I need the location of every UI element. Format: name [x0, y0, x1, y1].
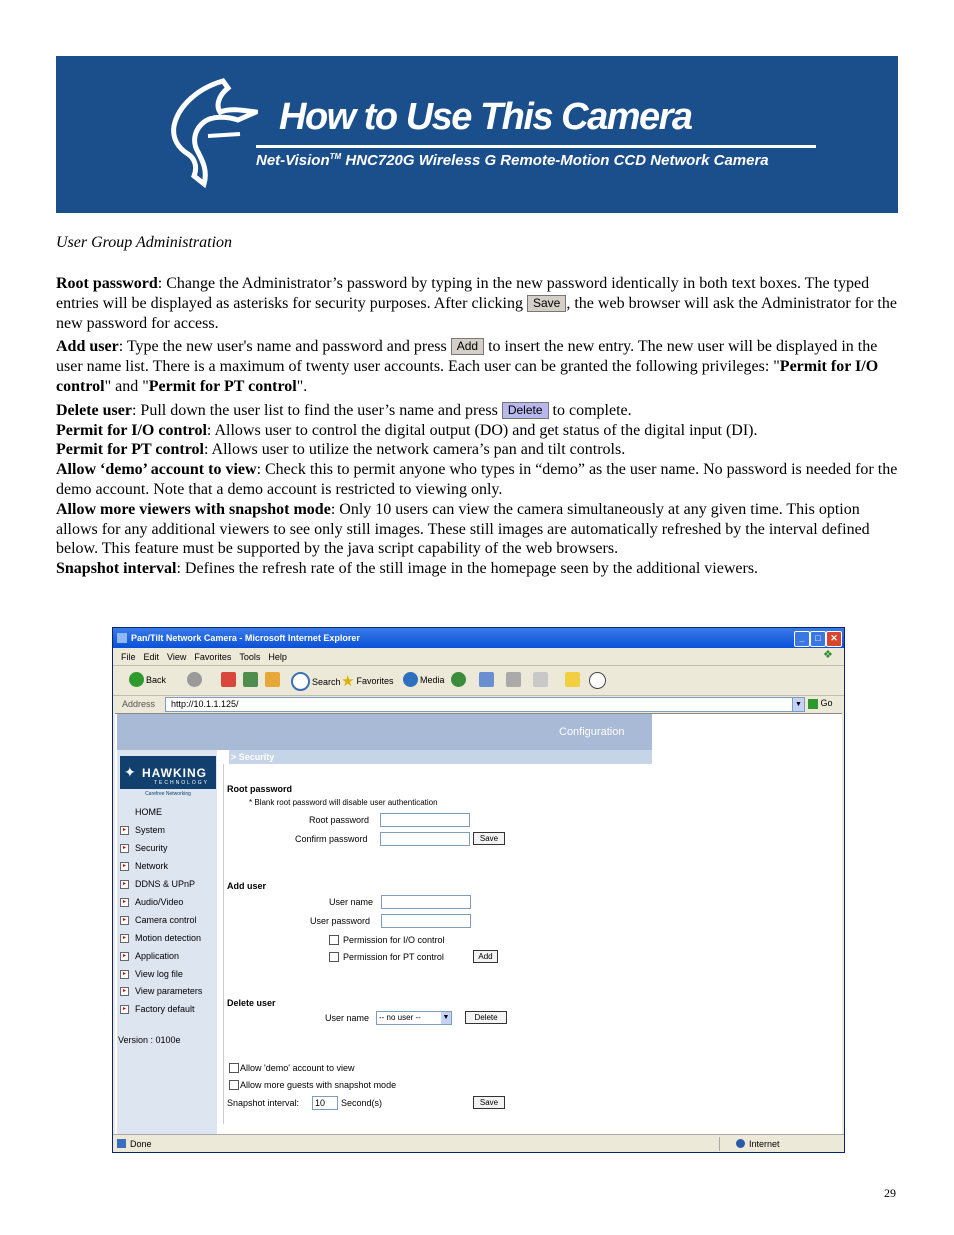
body-text: [56, 274, 901, 579]
allow-demo-checkbox[interactable]: [229, 1063, 239, 1073]
refresh-icon: [243, 672, 258, 687]
perm-pt-checkbox[interactable]: [329, 952, 339, 962]
perm-io-label: Permission for I/O control: [343, 935, 445, 945]
nav-label: System: [135, 825, 166, 835]
snapshot-interval-input[interactable]: [312, 1096, 338, 1110]
home-button[interactable]: [265, 672, 280, 687]
mail-button[interactable]: [479, 672, 494, 687]
content-divider: [223, 764, 224, 1124]
menu-bar: [113, 648, 844, 666]
section-heading: User Group Administration: [56, 234, 233, 251]
messenger-icon: [589, 672, 606, 689]
delete-user-name-label: User name: [325, 1013, 370, 1023]
nav-application[interactable]: [120, 951, 220, 961]
address-url: http://10.1.1.125/: [171, 699, 239, 709]
delete-user-heading: Delete user: [227, 998, 276, 1008]
address-dropdown-icon[interactable]: ▼: [792, 697, 805, 712]
term-root-password: Root password: [56, 275, 158, 292]
term-snapshot-interval: Snapshot interval: [56, 560, 177, 578]
demo-text: : Check this to permit anyone who types in “demo” as the user name. No password is needed for the demo account. Note that a demo account is restricted to viewing only.: [56, 461, 898, 498]
nav-ddns-upnp[interactable]: [120, 879, 220, 889]
snapshot-text: : Only 10 users can view the camera simultaneously at any given time. This option allows for any additional viewers to see only still images. These still images are automatically refreshed by the interval defined below. This feature must be supported by the java script capability of the web browsers.: [56, 500, 870, 558]
search-label: Search: [312, 676, 341, 687]
io-text: : Allows user to control the digital output (DO) and get status of the digital input (DI).: [206, 421, 758, 439]
arrow-icon: ▸: [120, 844, 129, 853]
arrow-icon: ▸: [120, 916, 129, 925]
history-button[interactable]: [451, 672, 466, 687]
configuration-title: Configuration: [559, 726, 625, 738]
snapshot-save-button[interactable]: Save: [473, 1096, 505, 1109]
add-user-button[interactable]: Add: [473, 950, 498, 963]
favorites-button[interactable]: [341, 672, 393, 690]
internet-globe-icon: [736, 1139, 745, 1148]
term-demo-account: Allow ‘demo’ account to view: [56, 461, 257, 479]
term-snapshot-mode: Allow more viewers with snapshot mode: [56, 500, 331, 518]
maximize-icon[interactable]: □: [810, 631, 826, 647]
history-icon: [451, 672, 466, 687]
nav-label: View parameters: [135, 986, 203, 996]
add-text-mid: " and ": [104, 377, 149, 395]
root-text-1: : Change the Administrator’s password by typing in the new password identically in both text boxes. The typed entries will be displayed as asterisks for security purposes. After clicking: [56, 275, 870, 312]
arrow-icon: ▸: [120, 952, 129, 961]
arrow-icon: ▸: [120, 1005, 129, 1014]
inline-save-button: Save: [527, 295, 566, 312]
root-password-input[interactable]: [380, 813, 470, 827]
root-password-heading: Root password: [227, 784, 293, 794]
status-done: Done: [130, 1139, 152, 1149]
home-icon: [265, 672, 280, 687]
delete-user-button[interactable]: Delete: [465, 1011, 507, 1024]
nav-label: Application: [135, 951, 180, 961]
banner-title: How to Use This Camera: [279, 96, 692, 138]
user-password-input[interactable]: [381, 914, 471, 928]
add-text-1: : Type the new user's name and password and press: [118, 338, 451, 356]
snapshot-unit-label: Second(s): [341, 1098, 383, 1108]
configuration-header: [117, 714, 652, 750]
term-io-control: Permit for I/O control: [56, 421, 207, 439]
paragraph-pt-control: [56, 440, 901, 460]
delete-user-select[interactable]: [376, 1011, 452, 1025]
perm-io-checkbox[interactable]: [329, 935, 339, 945]
paragraph-delete-user: [56, 401, 901, 421]
paragraph-snapshot-interval: [56, 559, 901, 579]
menu-help[interactable]: Help: [268, 652, 287, 662]
snapshot-interval-value: 10: [315, 1098, 326, 1108]
edit-button[interactable]: [533, 672, 548, 687]
address-label: Address: [122, 699, 156, 709]
media-icon: [403, 672, 418, 687]
root-text-2: , the web browser will ask the Administrator for the new password for access.: [56, 294, 897, 332]
favorites-label: Favorites: [356, 676, 394, 686]
header-banner: [56, 56, 898, 213]
status-bar: [113, 1134, 844, 1153]
print-button[interactable]: [506, 672, 521, 687]
window-title: Pan/Tilt Network Camera - Microsoft Internet Explorer: [131, 633, 360, 643]
star-icon: ★: [341, 673, 355, 690]
print-icon: [506, 672, 521, 687]
forward-arrow-icon: [187, 672, 202, 687]
address-input[interactable]: [165, 697, 805, 712]
add-user-heading: Add user: [227, 881, 267, 891]
inline-add-button: Add: [451, 338, 484, 355]
paragraph-add-user: [56, 337, 901, 396]
user-name-label: User name: [329, 897, 374, 907]
edit-icon: [533, 672, 548, 687]
mail-icon: [479, 672, 494, 687]
folder-button[interactable]: [565, 672, 580, 687]
root-password-label: Root password: [309, 815, 370, 825]
arrow-icon: ▸: [120, 826, 129, 835]
arrow-icon: ▸: [120, 862, 129, 871]
refresh-button[interactable]: [243, 672, 258, 687]
media-button[interactable]: [403, 672, 445, 687]
nav-label: View log file: [135, 969, 183, 979]
brand-tagline: Carefree Networking: [120, 789, 216, 800]
arrow-icon: ▸: [120, 970, 129, 979]
nav-camera-control[interactable]: [120, 915, 220, 925]
stop-button[interactable]: [221, 672, 236, 687]
confirm-password-label: Confirm password: [295, 834, 368, 844]
pt-text: : Allows user to utilize the network camera’s pan and tilt controls.: [203, 441, 626, 459]
term-add-user: Add user: [56, 338, 119, 356]
nav-label: Audio/Video: [135, 897, 184, 907]
banner-subtitle: [256, 152, 769, 169]
paragraph-io-control: [56, 421, 901, 441]
stop-icon: [221, 672, 236, 687]
nav-audio-video[interactable]: [120, 897, 220, 907]
allow-snapshot-label: Allow more guests with snapshot mode: [240, 1080, 397, 1090]
back-label: Back: [146, 674, 167, 685]
term-priv-pt: Permit for PT control: [148, 377, 297, 395]
paragraph-demo-account: [56, 460, 901, 500]
nav-security[interactable]: [120, 843, 220, 853]
paragraph-root-password: [56, 274, 901, 333]
address-bar: [113, 696, 844, 713]
status-separator: [719, 1137, 720, 1151]
nav-label: DDNS & UPnP: [135, 879, 196, 889]
browser-toolbar: [113, 666, 844, 696]
term-pt-control: Permit for PT control: [56, 441, 204, 459]
nav-label: Camera control: [135, 915, 197, 925]
user-name-input[interactable]: [381, 895, 471, 909]
messenger-button[interactable]: [589, 672, 606, 689]
media-label: Media: [420, 674, 445, 685]
folder-icon: [565, 672, 580, 687]
allow-demo-label: Allow 'demo' account to view: [240, 1063, 355, 1073]
page-done-icon: [117, 1139, 126, 1148]
version-label: Version : 0100e: [118, 1035, 181, 1045]
nav-motion-detection[interactable]: [120, 933, 220, 943]
arrow-icon: ▸: [120, 934, 129, 943]
nav-label: Motion detection: [135, 933, 202, 943]
inline-delete-button: Delete: [502, 402, 549, 419]
user-password-label: User password: [310, 916, 371, 926]
nav-network[interactable]: [120, 861, 220, 871]
delete-text-2: to complete.: [548, 401, 632, 419]
status-zone: Internet: [749, 1139, 780, 1149]
go-arrow-icon: [808, 699, 818, 709]
snapshot-interval-label: Snapshot interval:: [227, 1098, 300, 1108]
close-icon[interactable]: ✕: [826, 631, 842, 647]
window-titlebar: [113, 628, 844, 648]
root-save-button[interactable]: Save: [473, 832, 505, 845]
back-arrow-icon: [129, 672, 144, 687]
select-chevron-down-icon: ▼: [441, 1012, 451, 1024]
nav-view-log-file[interactable]: [120, 969, 220, 979]
paragraph-snapshot-mode: [56, 500, 901, 559]
browser-screenshot: [112, 627, 845, 1153]
menu-view[interactable]: View: [167, 652, 187, 662]
nav-label: Network: [135, 861, 169, 871]
brand-sub: TECHNOLOGY: [154, 780, 210, 786]
back-button[interactable]: [129, 672, 166, 687]
breadcrumb-security: > Security: [231, 752, 275, 762]
go-button[interactable]: [808, 698, 833, 709]
subtitle-model: HNC720G Wireless G Remote-Motion CCD Network Camera: [341, 152, 769, 169]
arrow-icon: ▸: [120, 898, 129, 907]
nav-label: Security: [135, 843, 168, 853]
menu-favorites[interactable]: Favorites: [194, 652, 232, 662]
subtitle-brand: Net-Vision: [256, 152, 330, 169]
hawk-logo-icon: ✦: [124, 764, 136, 780]
menu-edit[interactable]: Edit: [143, 652, 160, 662]
ie-icon: [117, 633, 127, 643]
page-content: [115, 713, 842, 1134]
nav-view-parameters[interactable]: [120, 986, 220, 996]
eagle-logo-icon: [168, 76, 258, 191]
search-button[interactable]: [291, 672, 341, 691]
nav-system[interactable]: [120, 825, 220, 835]
forward-button[interactable]: [187, 672, 202, 687]
hawking-logo: [120, 756, 216, 800]
root-password-note: * Blank root password will disable user authentication: [249, 798, 438, 807]
perm-pt-label: Permission for PT control: [343, 952, 444, 962]
subtitle-trademark: TM: [329, 152, 342, 161]
nav-label: Factory default: [135, 1004, 195, 1014]
nav-home[interactable]: HOME: [135, 807, 162, 817]
term-priv-io: Permit for I/O control: [56, 358, 879, 395]
search-icon: [291, 672, 310, 691]
menu-tools[interactable]: Tools: [239, 652, 261, 662]
page-number: 29: [884, 1186, 896, 1200]
nav-factory-default[interactable]: [120, 1004, 220, 1014]
delete-text-1: : Pull down the user list to find the user’s name and press: [131, 401, 502, 419]
go-label: Go: [820, 698, 833, 708]
banner-divider: [256, 145, 816, 148]
add-text-2: to insert the new entry. The new user will be displayed in the user name list. There is a maximum of twenty user accounts. Each user can be granted the following privileges: ": [56, 338, 878, 376]
allow-snapshot-checkbox[interactable]: [229, 1080, 239, 1090]
add-text-end: ".: [296, 377, 308, 395]
minimize-icon[interactable]: _: [794, 631, 810, 647]
arrow-icon: ▸: [120, 987, 129, 996]
breadcrumb: [229, 750, 652, 764]
arrow-icon: ▸: [120, 880, 129, 889]
interval-text: : Defines the refresh rate of the still image in the homepage seen by the additional viewers.: [176, 560, 759, 578]
term-delete-user: Delete user: [56, 401, 132, 419]
menu-file[interactable]: File: [121, 652, 136, 662]
confirm-password-input[interactable]: [380, 832, 470, 846]
delete-user-selected: -- no user --: [379, 1013, 421, 1022]
windows-flag-icon: ❖: [823, 649, 833, 661]
brand-name: HAWKING: [142, 766, 207, 780]
